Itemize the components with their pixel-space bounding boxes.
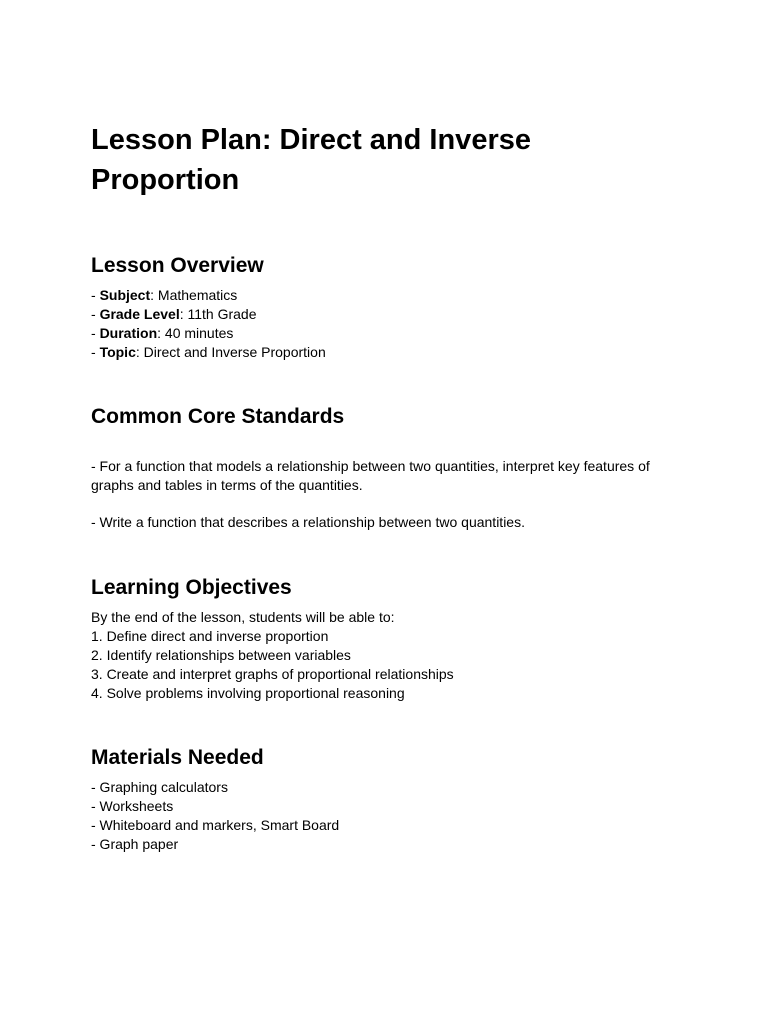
section-heading: Common Core Standards bbox=[91, 405, 345, 428]
list-item: 2. Identify relationships between variables bbox=[91, 647, 351, 663]
list-bullet: - bbox=[91, 344, 100, 360]
item-value: : Direct and Inverse Proportion bbox=[135, 344, 326, 360]
list-bullet: - bbox=[91, 287, 100, 303]
list-item: 4. Solve problems involving proportional reasoning bbox=[91, 685, 405, 701]
objectives-intro: By the end of the lesson, students will be able to: bbox=[91, 609, 395, 625]
item-label: Grade Level bbox=[99, 306, 180, 322]
standard-paragraph: - For a function that models a relationship between two quantities, interpret key features of graphs and tables in terms of the quantities. bbox=[91, 458, 650, 493]
item-value: : 40 minutes bbox=[157, 325, 234, 341]
item-value: : 11th Grade bbox=[179, 306, 257, 322]
overview-item-subject bbox=[91, 286, 691, 305]
section-common-core-standards bbox=[91, 404, 691, 532]
item-label: Topic bbox=[99, 344, 136, 360]
section-materials-needed bbox=[91, 745, 691, 854]
overview-item-duration bbox=[91, 324, 691, 343]
list-item: 3. Create and interpret graphs of proportional relationships bbox=[91, 666, 454, 682]
list-bullet: - bbox=[91, 306, 100, 322]
overview-list bbox=[91, 286, 691, 362]
list-item: - Graphing calculators bbox=[91, 779, 228, 795]
section-lesson-overview bbox=[91, 253, 691, 362]
section-learning-objectives bbox=[91, 575, 691, 703]
section-heading: Lesson Overview bbox=[91, 254, 264, 277]
section-heading: Materials Needed bbox=[91, 746, 264, 769]
list-bullet: - bbox=[91, 325, 100, 341]
objectives-list bbox=[91, 608, 691, 703]
materials-list bbox=[91, 778, 691, 854]
standard-paragraph: - Write a function that describes a relationship between two quantities. bbox=[91, 514, 525, 530]
list-item: - Graph paper bbox=[91, 836, 179, 852]
overview-item-topic bbox=[91, 343, 691, 362]
overview-item-grade-level bbox=[91, 305, 691, 324]
list-item: - Whiteboard and markers, Smart Board bbox=[91, 817, 340, 833]
list-item: - Worksheets bbox=[91, 798, 174, 814]
section-heading: Learning Objectives bbox=[91, 576, 292, 599]
list-item: 1. Define direct and inverse proportion bbox=[91, 628, 329, 644]
item-value: : Mathematics bbox=[150, 287, 238, 303]
item-label: Duration bbox=[99, 325, 158, 341]
page-title: Lesson Plan: Direct and Inverse Proportion bbox=[91, 124, 531, 196]
item-label: Subject bbox=[99, 287, 151, 303]
